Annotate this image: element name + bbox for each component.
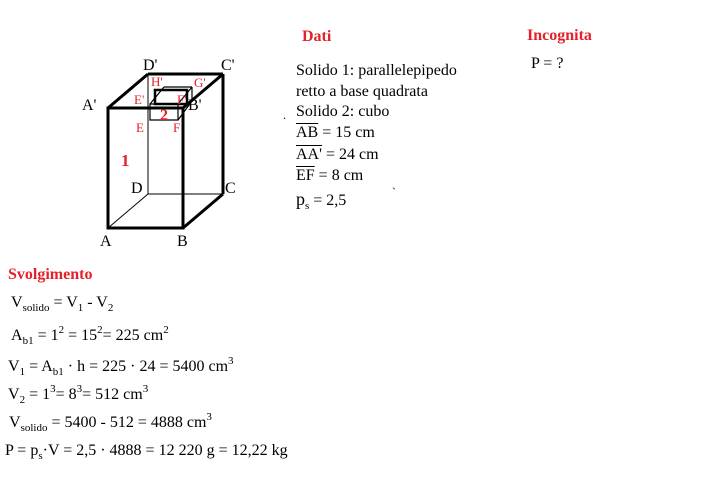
dati-ab (296, 124, 375, 142)
l5-sub: solido (20, 422, 48, 434)
figure-solids (0, 0, 290, 260)
l2-eq: = 1 (33, 327, 59, 344)
step-area-base (11, 324, 169, 347)
vertex-E-prime: E' (134, 92, 145, 107)
step-v2 (8, 383, 148, 406)
incognita-value: P = ? (531, 55, 564, 72)
solid-1-label: 1 (121, 151, 130, 170)
l3-sup: 3 (228, 355, 234, 367)
ps-sub: s (305, 200, 310, 212)
l4-sub: 2 (19, 394, 26, 406)
l1-mid: - V (83, 294, 108, 311)
ps-p: p (296, 189, 305, 209)
l2-sup1: 2 (58, 324, 65, 336)
incognita-title: Incognita (527, 27, 592, 44)
vertex-G-prime: G' (194, 75, 206, 90)
l2-sub: b1 (22, 335, 34, 347)
l2-res: = 225 cm (102, 327, 164, 344)
l1-sub1: 1 (77, 302, 84, 314)
ps-value: = 2,5 (309, 192, 347, 209)
l3-sub2: b1 (52, 366, 64, 378)
dati-title: Dati (302, 28, 332, 45)
l1-eq: = V (49, 294, 78, 311)
value-ef: = 8 cm (314, 167, 364, 184)
l4-sup1: 3 (50, 383, 56, 395)
value-aa-prime: = 24 cm (322, 146, 379, 163)
l2-mid: = 15 (64, 327, 98, 344)
value-ab: = 15 cm (318, 124, 375, 141)
l4-eq: = 1 (25, 386, 51, 403)
l4-res: = 512 cm (82, 386, 143, 403)
svolgimento-title: Svolgimento (8, 266, 93, 283)
l3-eq: = A (25, 358, 53, 375)
l4-sup3: 3 (142, 383, 149, 395)
l1-sub: solido (22, 302, 50, 314)
vertex-B-prime: B' (188, 97, 202, 114)
l5-rest: = 5400 - 512 = 4888 cm (47, 414, 207, 431)
l3-rest: · h = 225 · 24 = 5400 cm (63, 358, 229, 375)
step-weight (5, 442, 288, 462)
l3-v: V (8, 358, 20, 375)
vertex-C-prime: C' (221, 57, 235, 74)
vertex-F: F (173, 120, 181, 135)
l2-sup3: 2 (163, 324, 169, 336)
step-v-solido (11, 294, 113, 314)
l6-p: P = p (5, 442, 39, 459)
stray-dot: . (283, 108, 286, 122)
l2-sup2: 2 (97, 324, 103, 336)
segment-ef: $\overline{EF}$ (296, 167, 315, 184)
step-v1 (8, 355, 234, 378)
dati-line-3: Solido 2: cubo (296, 103, 390, 120)
vertex-D-prime: D' (143, 57, 158, 74)
stray-tick: ˏ (392, 176, 396, 190)
vertex-A-prime: A' (82, 97, 97, 114)
l6-rest: ·V = 2,5 · 4888 = 12 220 g = 12,22 kg (42, 442, 288, 459)
l4-mid: = 8 (55, 386, 77, 403)
l5-v: V (9, 414, 21, 431)
segment-ab: $\overline{AB}$ (296, 124, 319, 141)
l1-v: V (11, 294, 23, 311)
vertex-A: A (100, 233, 112, 250)
solid-2-label: 2 (160, 107, 168, 124)
l2-a: A (11, 327, 23, 344)
l1-sub2: 2 (107, 302, 114, 314)
vertex-D: D (131, 180, 143, 197)
l4-sup2: 3 (76, 383, 83, 395)
step-v-solido-result (9, 411, 212, 434)
segment-aa-prime: AA' (296, 146, 322, 163)
dati-line-2: retto a base quadrata (296, 83, 428, 100)
l5-sup: 3 (206, 411, 212, 423)
vertex-H-prime: H' (151, 74, 163, 89)
vertex-C: C (225, 180, 236, 197)
vertex-E: E (136, 120, 144, 135)
l3-sub: 1 (19, 366, 26, 378)
l6-sub: s (38, 450, 43, 462)
dati-line-1: Solido 1: parallelepipedo (296, 62, 457, 79)
vertex-B: B (177, 233, 188, 250)
l4-v: V (8, 386, 20, 403)
vertex-F-prime: F' (177, 92, 187, 107)
dati-aa (296, 146, 379, 164)
dati-ps (296, 189, 346, 212)
dati-ef (296, 167, 363, 185)
